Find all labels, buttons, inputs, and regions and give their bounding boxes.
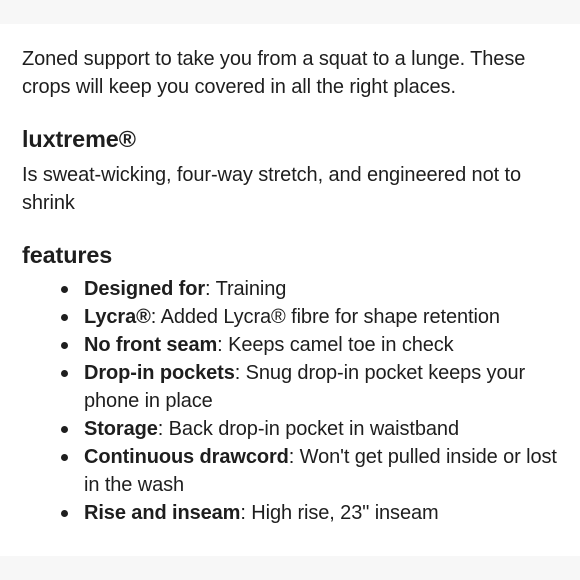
top-background-band [0,0,580,24]
feature-item [22,415,574,443]
feature-item [22,359,574,415]
feature-item [22,303,574,331]
bullet-icon [61,342,68,349]
feature-detail: : Snug drop-in pocket keeps your phone in place [84,362,526,412]
feature-term: Storage [84,418,158,440]
feature-item [22,443,574,499]
bottom-background-band [0,556,580,580]
feature-detail: : Back drop-in pocket in waistband [157,418,459,440]
material-description: Is sweat-wicking, four-way stretch, and engineered not to shrink [22,164,521,214]
bullet-icon [61,426,68,433]
feature-detail: : Won't get pulled inside or lost in the wash [84,446,557,496]
feature-detail: : Keeps camel toe in check [217,334,454,356]
feature-detail: : High rise, 23" inseam [240,502,439,524]
feature-term: Continuous drawcord [84,446,289,468]
feature-term: Designed for [84,278,206,300]
bullet-icon [61,286,68,293]
bullet-icon [61,454,68,461]
feature-term: Drop-in pockets [84,362,235,384]
features-heading: features [22,242,113,268]
bullet-icon [61,314,68,321]
features-list [22,275,574,527]
material-heading: luxtreme® [22,126,136,152]
intro-paragraph: Zoned support to take you from a squat to a lunge. These crops will keep you covered in all the right places. [22,48,526,98]
feature-detail: : Added Lycra® fibre for shape retention [150,306,500,328]
feature-term: Lycra® [84,306,151,328]
feature-detail: : Training [205,278,287,300]
feature-item [22,499,574,527]
feature-term: Rise and inseam [84,502,241,524]
bullet-icon [61,510,68,517]
feature-item [22,275,574,303]
feature-item [22,331,574,359]
feature-term: No front seam [84,334,218,356]
product-description [22,45,574,527]
bullet-icon [61,370,68,377]
